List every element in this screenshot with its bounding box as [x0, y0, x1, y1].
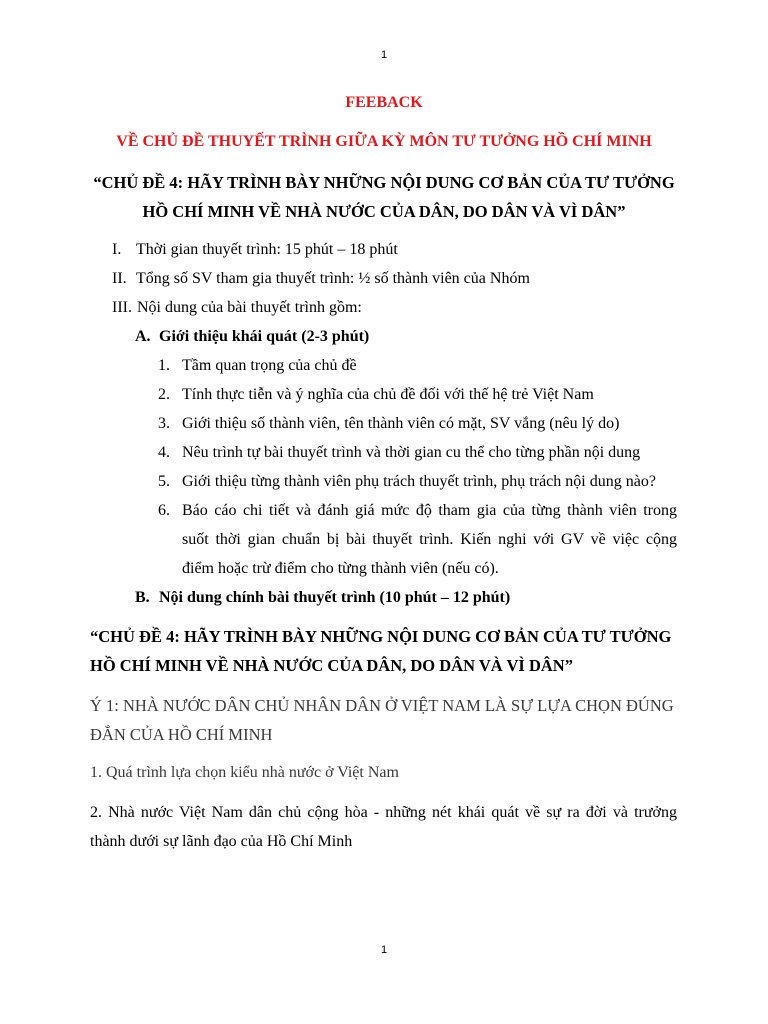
list-item: Giới thiệu từng thành viên phụ trách thuyết trình, phụ trách nội dung nào? [182, 473, 656, 490]
list-item-line2: suốt thời gian chuẩn bị bài thuyết trình. Kiến nghi với GV về việc cộng [182, 531, 677, 548]
roman-item-text: Tổng số SV tham gia thuyết trình: ½ số thành viên của Nhóm [136, 270, 530, 287]
roman-item [112, 270, 127, 288]
section-a-title: Giới thiệu khái quát (2-3 phút) [159, 328, 370, 345]
point-2-line1: 2. Nhà nước Việt Nam dân chủ cộng hòa - những nét khái quát về sự ra đời và trưởng [90, 804, 677, 821]
roman-num: III. [112, 299, 132, 316]
list-item-num: 6. [158, 502, 170, 519]
topic-repeat-line2: HỒ CHÍ MINH VỀ NHÀ NƯỚC CỦA DÂN, DO DÂN VÀ VÌ DÂN” [90, 656, 573, 675]
document-subtitle: VỀ CHỦ ĐỀ THUYẾT TRÌNH GIỮA KỲ MÔN TƯ TƯỞNG HỒ CHÍ MINH [116, 133, 652, 150]
roman-item [112, 241, 121, 259]
list-item-num: 4. [158, 444, 170, 461]
section-b-title: Nội dung chính bài thuyết trình (10 phút – 12 phút) [159, 589, 511, 606]
roman-num: II. [112, 270, 127, 287]
roman-num: I. [112, 241, 122, 258]
list-item-line1: Báo cáo chi tiết và đánh giá mức độ tham gia của từng thành viên trong [182, 502, 677, 519]
topic-title-line2: HỒ CHÍ MINH VỀ NHÀ NƯỚC CỦA DÂN, DO DÂN VÀ VÌ DÂN” [142, 202, 626, 221]
list-item: Nêu trình tự bài thuyết trình và thời gian cu thể cho từng phần nội dung [182, 444, 641, 461]
document-title: FEEBACK [345, 94, 423, 111]
roman-item-text: Nội dung của bài thuyết trình gồm: [137, 299, 362, 316]
list-item: Tầm quan trọng của chủ đề [182, 357, 357, 374]
idea-1-line1: Ý 1: NHÀ NƯỚC DÂN CHỦ NHÂN DÂN Ở VIỆT NAM LÀ SỰ LỰA CHỌN ĐÚNG [90, 696, 674, 715]
page-number-top: 1 [380, 49, 388, 61]
section-b-letter: B. [135, 589, 150, 606]
idea-1-line2: ĐẮN CỦA HỒ CHÍ MINH [90, 725, 273, 744]
list-item: Tính thực tiễn và ý nghĩa của chủ đề đối với thế hệ trẻ Việt Nam [182, 386, 594, 403]
list-item-num: 1. [158, 357, 170, 374]
point-2-line2: thành dưới sự lãnh đạo của Hồ Chí Minh [90, 833, 353, 850]
section-a-letter: A. [135, 328, 151, 345]
point-1: 1. Quá trình lựa chọn kiểu nhà nước ở Việt Nam [90, 764, 399, 781]
page-number-bottom: 1 [380, 944, 388, 956]
roman-item [112, 299, 132, 317]
list-item-num: 3. [158, 415, 170, 432]
list-item-num: 5. [158, 473, 170, 490]
topic-title-line1: “CHỦ ĐỀ 4: HÃY TRÌNH BÀY NHỮNG NỘI DUNG CƠ BẢN CỦA TƯ TƯỞNG [93, 173, 675, 192]
list-item-line3: điểm hoặc trừ điểm cho từng thành viên (nếu có). [182, 560, 499, 577]
list-item: Giới thiệu số thành viên, tên thành viên có mặt, SV vắng (nêu lý do) [182, 415, 620, 432]
roman-item-text: Thời gian thuyết trình: 15 phút – 18 phút [136, 241, 398, 258]
topic-repeat-line1: “CHỦ ĐỀ 4: HÃY TRÌNH BÀY NHỮNG NỘI DUNG CƠ BẢN CỦA TƯ TƯỞNG [90, 627, 672, 646]
list-item-num: 2. [158, 386, 170, 403]
